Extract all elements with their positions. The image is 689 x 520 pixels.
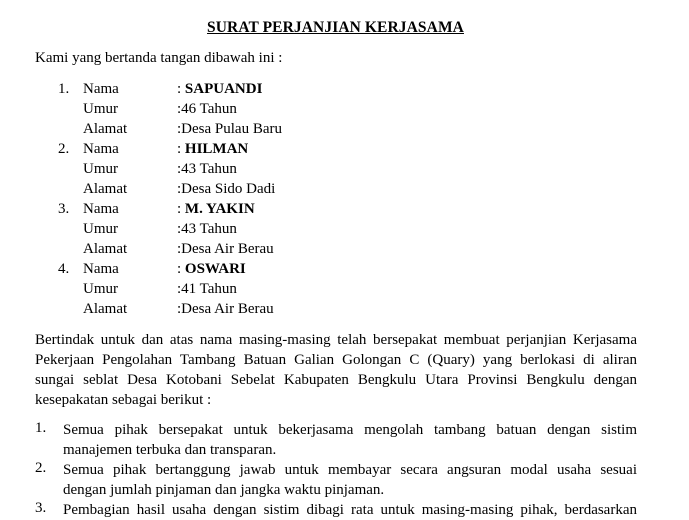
party-address: Desa Pulau Baru [181, 121, 282, 137]
party-number: 2. [58, 141, 70, 157]
party-4-age-row [0, 281, 689, 301]
term-line: Semua pihak bertanggung jawab untuk membayar secara angsuran modal usaha sesuai [63, 462, 637, 478]
party-address-value: : Desa Air Berau [177, 301, 274, 317]
party-1-address-row [0, 121, 689, 141]
party-1-age-row [0, 101, 689, 121]
label-address: Alamat [83, 181, 128, 197]
party-name: OSWARI [184, 261, 246, 277]
party-address-value: : Desa Air Berau [177, 241, 274, 257]
party-number: 3. [58, 201, 70, 217]
party-age: 41 Tahun [181, 281, 237, 297]
party-name: HILMAN [184, 141, 249, 157]
party-address: Desa Air Berau [181, 301, 274, 317]
party-number: 1. [58, 81, 70, 97]
label-address: Alamat [83, 121, 128, 137]
agreement-paragraph [35, 330, 637, 410]
party-age: 43 Tahun [181, 161, 237, 177]
party-3-name-row [0, 201, 689, 221]
party-address: Desa Air Berau [181, 241, 274, 257]
party-name: M. YAKIN [184, 201, 255, 217]
paragraph-line: Bertindak untuk dan atas nama masing-masing telah bersepakat membuat perjanjian Kerjasama [35, 332, 637, 348]
party-name-value: : OSWARI [177, 261, 246, 277]
intro-line: Kami yang bertanda tangan dibawah ini : [35, 50, 283, 66]
label-age: Umur [83, 221, 118, 237]
label-name: Nama [83, 141, 119, 157]
label-age: Umur [83, 101, 118, 117]
paragraph-line: sungai seblat Desa Kotobani Sebelat Kabupaten Bengkulu Utara Provinsi Bengkulu dengan [35, 372, 637, 388]
party-address-value: : Desa Sido Dadi [177, 181, 276, 197]
term-line: dengan jumlah pinjaman dan jangka waktu pinjaman. [63, 482, 385, 498]
party-name-value: : SAPUANDI [177, 81, 263, 97]
party-1-name-row [0, 81, 689, 101]
label-address: Alamat [83, 301, 128, 317]
party-name-value: : HILMAN [177, 141, 249, 157]
party-age: 46 Tahun [181, 101, 237, 117]
term-line: Semua pihak bersepakat untuk bekerjasama mengolah tambang batuan dengan sistim [63, 422, 637, 438]
party-age-value: : 46 Tahun [177, 101, 237, 117]
party-2-age-row [0, 161, 689, 181]
party-4-address-row [0, 301, 689, 321]
party-address: Desa Sido Dadi [181, 181, 276, 197]
party-name: SAPUANDI [184, 81, 263, 97]
term-number: 2. [35, 460, 47, 476]
party-3-address-row [0, 241, 689, 261]
term-number: 1. [35, 420, 47, 436]
label-address: Alamat [83, 241, 128, 257]
label-name: Nama [83, 201, 119, 217]
paragraph-line: kesepakatan sebagai berikut : [35, 392, 212, 408]
party-number: 4. [58, 261, 70, 277]
term-line: Pembagian hasil usaha dengan sistim dibagi rata untuk masing-masing pihak, berdasarkan [63, 502, 637, 518]
term-line: manajemen terbuka dan transparan. [63, 442, 277, 458]
document-title: SURAT PERJANJIAN KERJASAMA [207, 19, 464, 36]
label-age: Umur [83, 281, 118, 297]
party-4-name-row [0, 261, 689, 281]
party-3-age-row [0, 221, 689, 241]
label-name: Nama [83, 81, 119, 97]
party-name-value: : M. YAKIN [177, 201, 255, 217]
label-age: Umur [83, 161, 118, 177]
party-age: 43 Tahun [181, 221, 237, 237]
paragraph-line: Pekerjaan Pengolahan Tambang Batuan Galian Golongan C (Quary) yang berlokasi di aliran [35, 352, 637, 368]
label-name: Nama [83, 261, 119, 277]
party-age-value: : 41 Tahun [177, 281, 237, 297]
party-age-value: : 43 Tahun [177, 161, 237, 177]
party-address-value: : Desa Pulau Baru [177, 121, 282, 137]
term-number: 3. [35, 500, 47, 516]
party-2-name-row [0, 141, 689, 161]
party-2-address-row [0, 181, 689, 201]
party-age-value: : 43 Tahun [177, 221, 237, 237]
